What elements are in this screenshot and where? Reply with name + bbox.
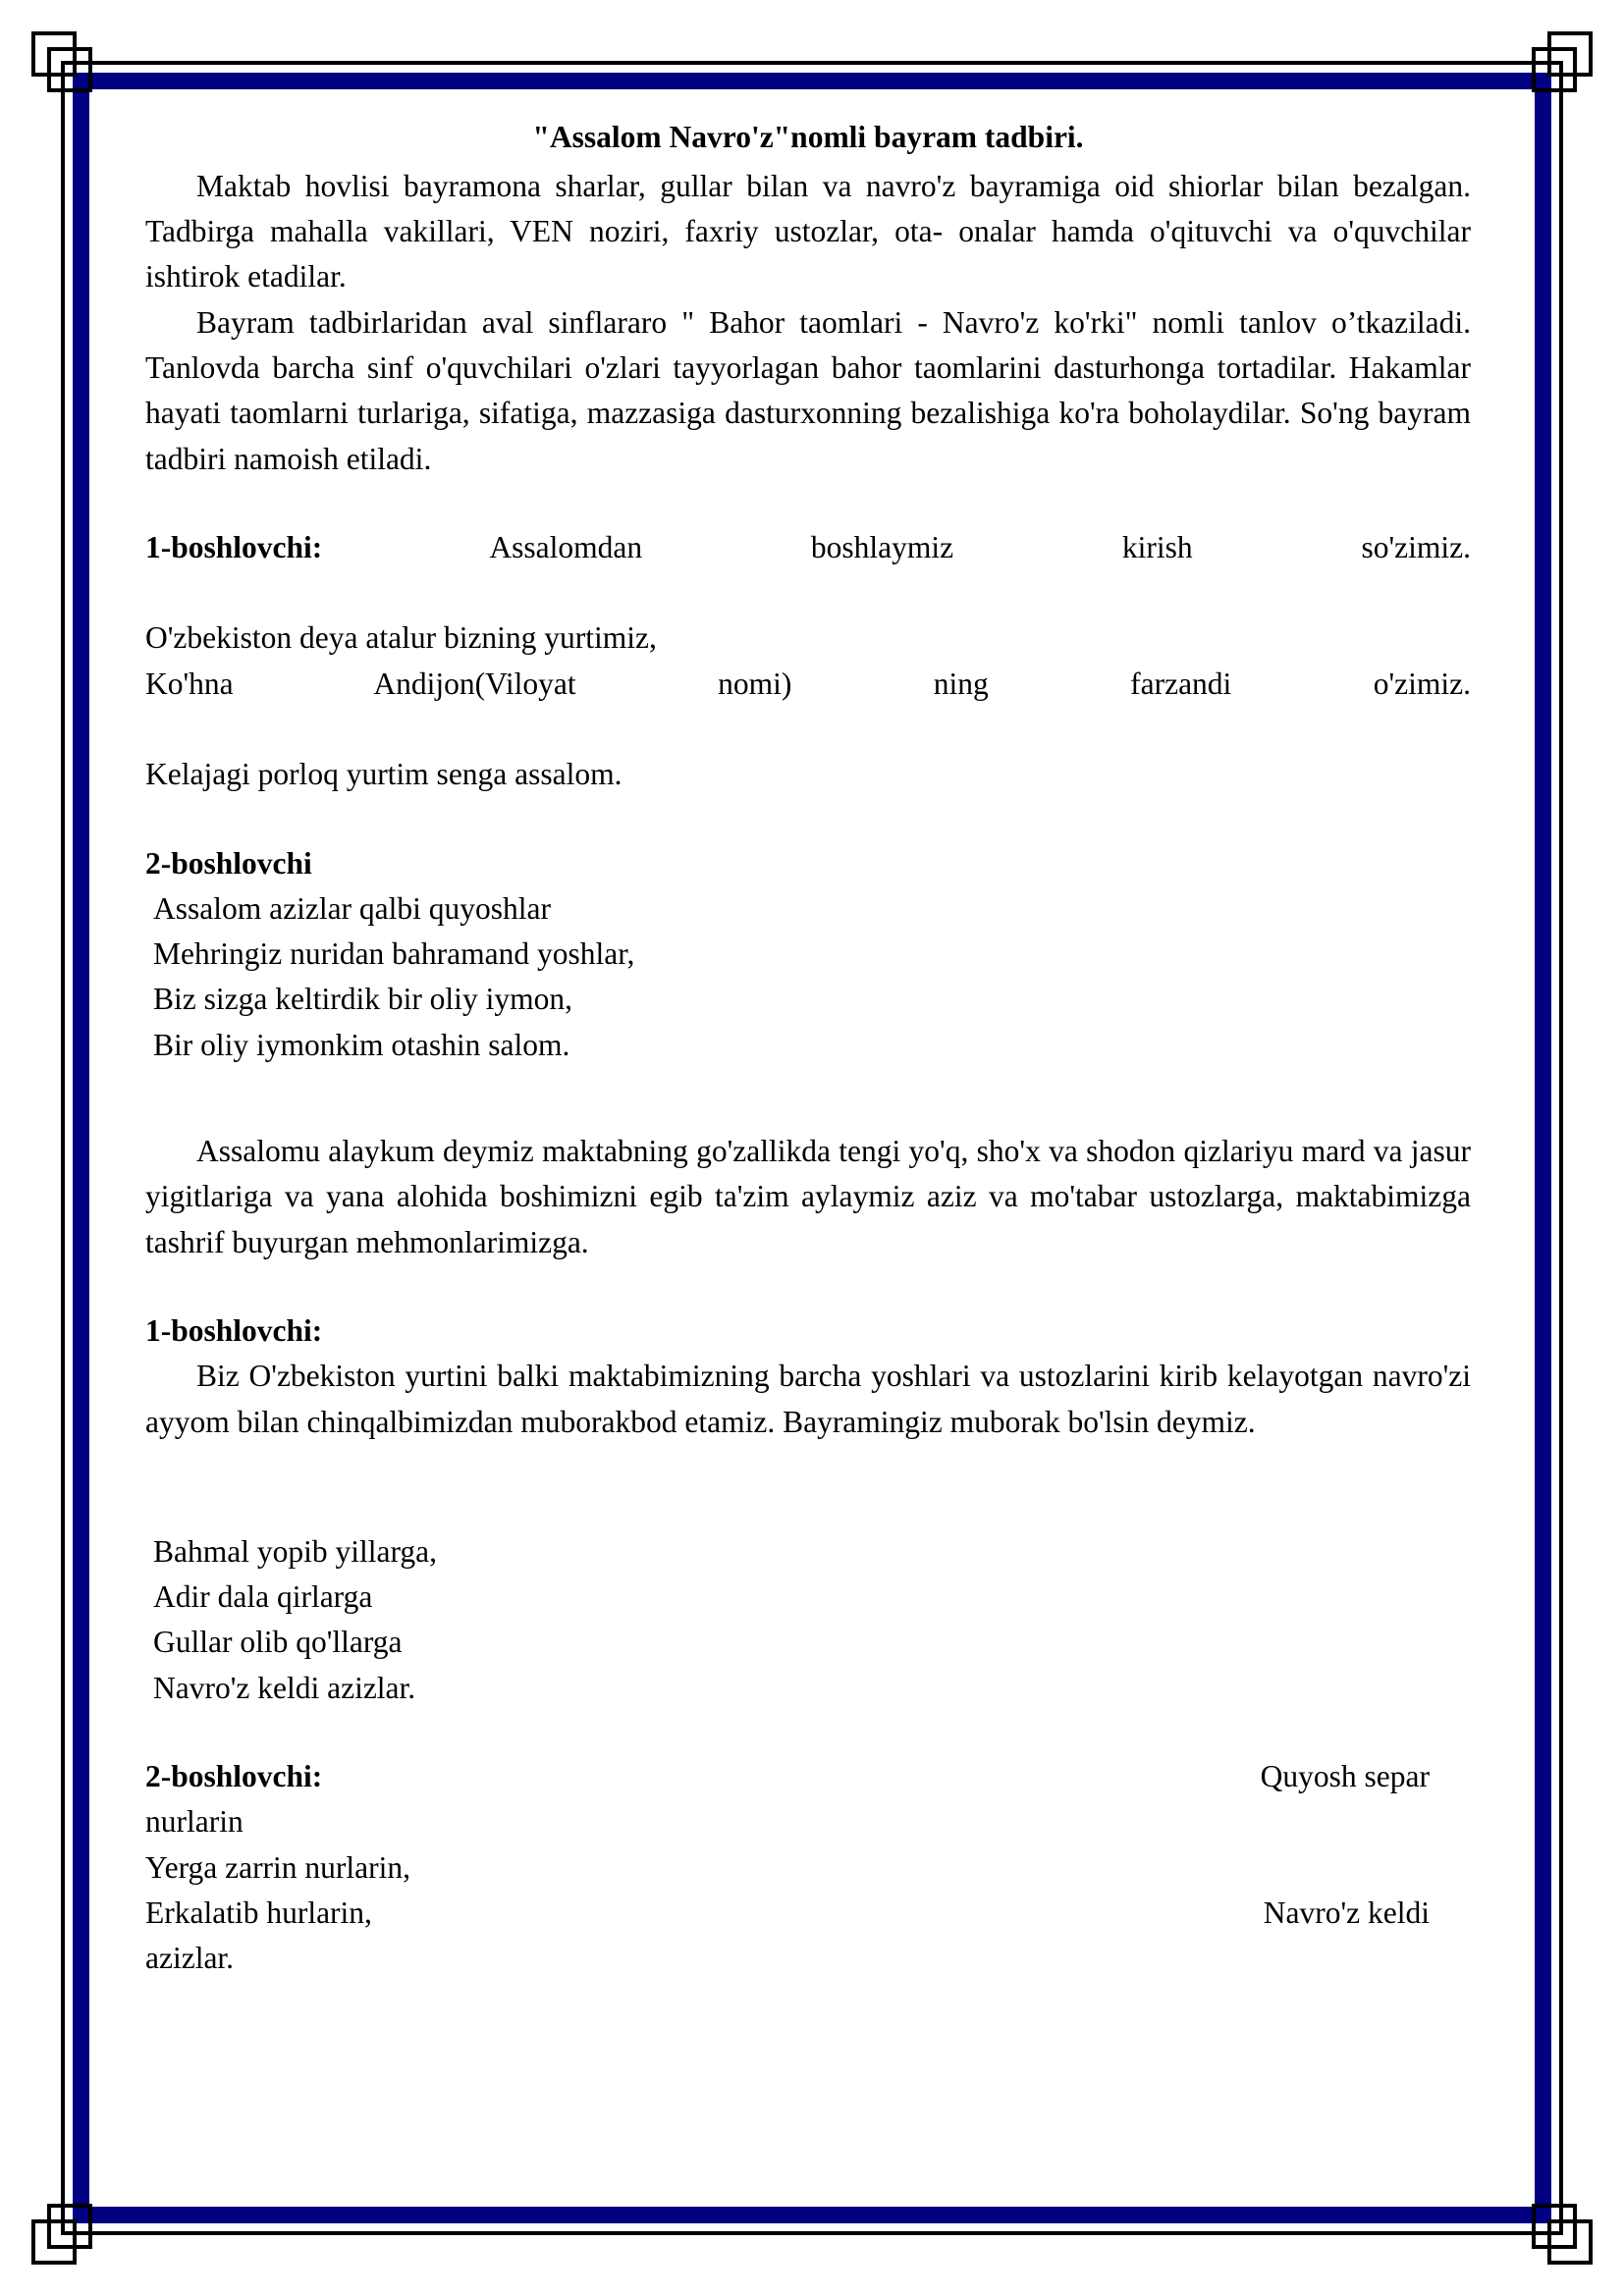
speaker-1-first-line-3: Ko'hna Andijon(Viloyat nomi) ning farzandi o'zimiz.	[145, 666, 1471, 701]
greeting-paragraph: Assalomu alaykum deymiz maktabning go'zallikda tengi yo'q, sho'x va shodon qizlariyu mard va jasur yigitlariga va yana alohida boshimizni egib ta'zim aylaymiz aziz va mo'tabar ustozlarga, maktabimizga tashrif buyurgan mehmonlarimizga.	[145, 1134, 1471, 1259]
spacer	[145, 1711, 1471, 1754]
spacer	[145, 798, 1471, 841]
corner-square-top-right-inner	[1532, 47, 1577, 92]
speaker-2-first-verse-2: Mehringiz nuridan bahramand yoshlar,	[153, 936, 635, 972]
speaker-2-first-verse-3: Biz sizga keltirdik bir oliy iymon,	[153, 982, 572, 1017]
speaker-1-first-line-2: O'zbekiston deya atalur bizning yurtimiz,	[145, 620, 657, 656]
speaker-2-second-text-right-1: Quyosh separ	[1260, 1759, 1430, 1794]
verse-block-2-line-4: Navro'z keldi azizlar.	[153, 1670, 416, 1705]
speaker-2-first-verse-1: Assalom azizlar qalbi quyoshlar	[153, 890, 552, 926]
verse-block-2-line-1: Bahmal yopib yillarga,	[153, 1533, 437, 1569]
speaker-2-first-label: 2-boshlovchi	[145, 845, 312, 881]
speaker-2-second-text-left-4: Erkalatib hurlarin,	[145, 1895, 372, 1930]
speaker-1-second-paragraph: Biz O'zbekiston yurtini balki maktabimizning barcha yoshlari va ustozlarini kirib kelayotgan navro'zi ayyom bilan chinqalbimizdan muborakbod etamiz. Bayramingiz muborak bo'lsin deymiz.	[145, 1359, 1471, 1439]
spacer	[145, 482, 1471, 525]
speaker-2-second-line-4	[145, 1891, 1471, 1936]
speaker-1-first-line-4: Kelajagi porloq yurtim senga assalom.	[145, 757, 623, 792]
verse-block-2-line-3: Gullar olib qo'llarga	[153, 1625, 403, 1660]
corner-square-top-left-inner	[47, 47, 92, 92]
speaker-2-first-verse-4: Bir oliy iymonkim otashin salom.	[153, 1027, 570, 1062]
speaker-1-first-text-1: Assalomdan boshlaymiz kirish so'zimiz.	[489, 529, 1471, 564]
spacer	[145, 1068, 1471, 1129]
spacer	[145, 1265, 1471, 1308]
intro-paragraph-2: Bayram tadbirlaridan aval sinflararo " Bahor taomlari - Navro'z ko'rki" nomli tanlov o’tkaziladi. Tanlovda barcha sinf o'quvchilari o'zlari tayyorlagan bahor taomlarini dasturhonga tortadilar. Hakamlar hayati taomlarni turlariga, sifatiga, mazzasiga dasturxonning bezalishiga ko'ra boholaydilar. So'ng bayram tadbiri namoish etiladi.	[145, 304, 1471, 476]
corner-square-bottom-left-inner	[47, 2204, 92, 2249]
speaker-1-first-line-1	[145, 525, 1471, 616]
spacer	[145, 1506, 1471, 1529]
corner-square-bottom-left-outer	[31, 2219, 77, 2265]
verse-block-2-line-2: Adir dala qirlarga	[153, 1579, 373, 1615]
speaker-2-second-line-3: Yerga zarrin nurlarin,	[145, 1849, 411, 1885]
speaker-2-second-text-right-4: Navro'z keldi	[1263, 1895, 1430, 1930]
corner-square-bottom-right-inner	[1532, 2204, 1577, 2249]
spacer	[145, 1445, 1471, 1506]
speaker-2-second-line-5: azizlar.	[145, 1941, 235, 1976]
speaker-2-second-label: 2-boshlovchi:	[145, 1759, 323, 1794]
speaker-1-second-label: 1-boshlovchi:	[145, 1312, 323, 1348]
corner-square-top-left-outer	[31, 31, 77, 77]
intro-paragraph-1: Maktab hovlisi bayramona sharlar, gullar bilan va navro'z bayramiga oid shiorlar bilan bezalgan. Tadbirga mahalla vakillari, VEN noziri, faxriy ustozlar, ota- onalar hamda o'qituvchi va o'quvchilar ishtirok etadilar.	[145, 168, 1471, 294]
corner-square-bottom-right-outer	[1547, 2219, 1593, 2265]
speaker-2-second-line-2: nurlarin	[145, 1804, 244, 1840]
document-body	[145, 116, 1471, 1982]
speaker-2-second-line-1	[145, 1754, 1471, 1799]
corner-square-top-right-outer	[1547, 31, 1593, 77]
speaker-1-first-label: 1-boshlovchi:	[145, 529, 323, 564]
page-title: "Assalom Navro'z"nomli bayram tadbiri.	[532, 120, 1084, 154]
